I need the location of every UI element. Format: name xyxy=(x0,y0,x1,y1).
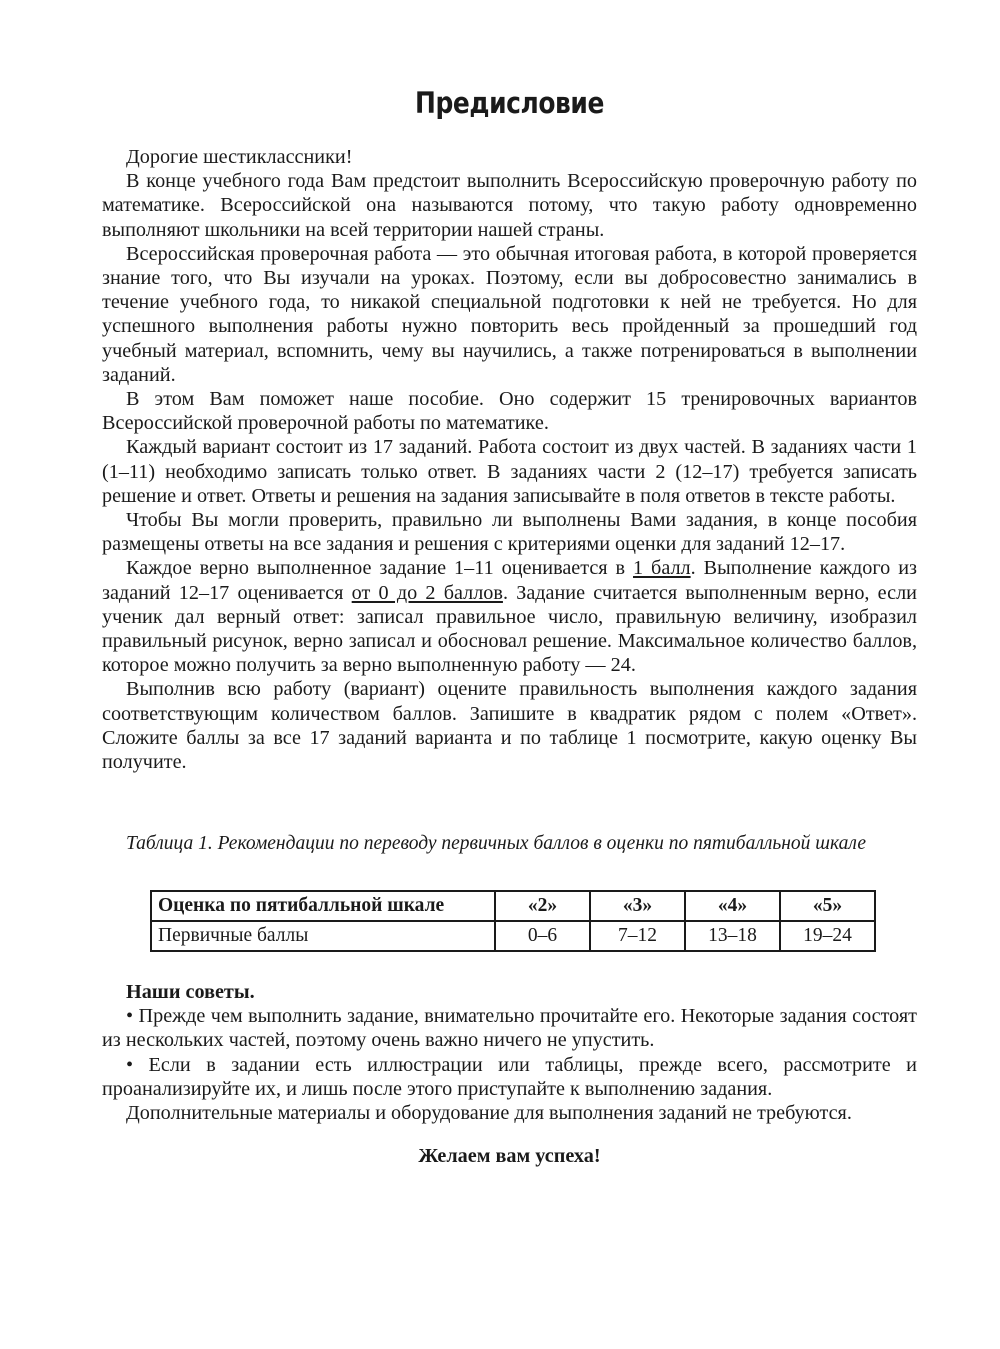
p6-text-a: Каждое верно выполненное задание 1–11 оценивается в xyxy=(126,557,634,580)
table-cell: 7–12 xyxy=(590,921,685,951)
paragraph-5: Чтобы Вы могли проверить, правильно ли выполнены Вами задания, в конце пособия размещены ответы на все задания и решения с критериями оценки для заданий 12–17. xyxy=(102,509,917,556)
paragraph-4: Каждый вариант состоит из 17 заданий. Работа состоит из двух частей. В заданиях части 1 (1–11) необходимо записать только ответ. В заданиях части 2 (12–17) требуется записать решение и ответ. Ответы и решения на задания записывайте в поля ответов в тексте работы. xyxy=(102,436,917,507)
closing-wish: Желаем вам успеха! xyxy=(418,1145,601,1167)
underlined-one-point: 1 балл xyxy=(633,557,691,580)
table-header-row xyxy=(151,891,875,921)
advice-section xyxy=(102,980,917,1125)
underlined-zero-to-two: от 0 до 2 баллов xyxy=(351,581,503,604)
greeting: Дорогие шестиклассники! xyxy=(126,146,353,168)
advice-item: • Прежде чем выполнить задание, внимательно прочитайте его. Некоторые задания состоят из нескольких частей, поэтому очень важно ничего не упустить. xyxy=(102,1005,917,1052)
preface-body xyxy=(102,145,917,774)
advice-heading: Наши советы. xyxy=(126,981,255,1003)
header-cell: «2» xyxy=(495,891,590,921)
row-label: Первичные баллы xyxy=(151,921,495,951)
page-title: Предисловие xyxy=(415,86,604,120)
grades-table xyxy=(150,890,876,952)
paragraph-3: В этом Вам поможет наше пособие. Оно содержит 15 тренировочных вариантов Всероссийской проверочной работы по математике. xyxy=(102,388,917,435)
header-cell: «4» xyxy=(685,891,780,921)
header-cell: «3» xyxy=(590,891,685,921)
table-cell: 13–18 xyxy=(685,921,780,951)
table-cell: 19–24 xyxy=(780,921,875,951)
p6-text-b: . Выполнение каждого из заданий 12–17 оценивается xyxy=(102,557,918,604)
paragraph-6 xyxy=(102,556,917,677)
table-cell: 0–6 xyxy=(495,921,590,951)
advice-note: Дополнительные материалы и оборудование для выполнения заданий не требуются. xyxy=(126,1102,852,1125)
paragraph-1: В конце учебного года Вам предстоит выполнить Всероссийскую проверочную работу по математике. Всероссийской она называются потому, что такую работу одновременно выполняют школьники на всей территории нашей страны. xyxy=(102,170,917,241)
advice-item: • Если в задании есть иллюстрации или таблицы, прежде всего, рассмотрите и проанализируйте их, и лишь после этого приступайте к выполнению задания. xyxy=(102,1053,917,1100)
paragraph-2: Всероссийская проверочная работа — это обычная итоговая работа, в которой проверяется знание того, что Вы изучали на уроках. Поэтому, если вы добросовестно занимались в течение учебного года, то никакой специальной подготовки к ней не требуется. Но для успешного выполнения работы нужно повторить весь пройденный за прошедший год учебный материал, вспомнить, чему вы научились, а также потренироваться в выполнении заданий. xyxy=(102,242,917,386)
table-caption: Таблица 1. Рекомендации по переводу первичных баллов в оценки по пятибалльной шкале xyxy=(126,833,866,854)
header-cell: Оценка по пятибалльной шкале xyxy=(151,891,495,921)
p6-text-c: . Задание считается выполненным верно, если ученик дал верный ответ: записал правильное число, правильную величину, изобразил правильный рисунок, верно записал и обосновал решение. Максимальное количество баллов, которое можно получить за верно выполненную работу — 24. xyxy=(102,581,917,677)
table-row xyxy=(151,921,875,951)
paragraph-7: Выполнив всю работу (вариант) оцените правильность выполнения каждого задания соответствующим количеством баллов. Запишите в квадратик рядом с полем «Ответ». Сложите баллы за все 17 заданий варианта и по таблице 1 посмотрите, какую оценку Вы получите. xyxy=(102,678,917,774)
header-cell: «5» xyxy=(780,891,875,921)
